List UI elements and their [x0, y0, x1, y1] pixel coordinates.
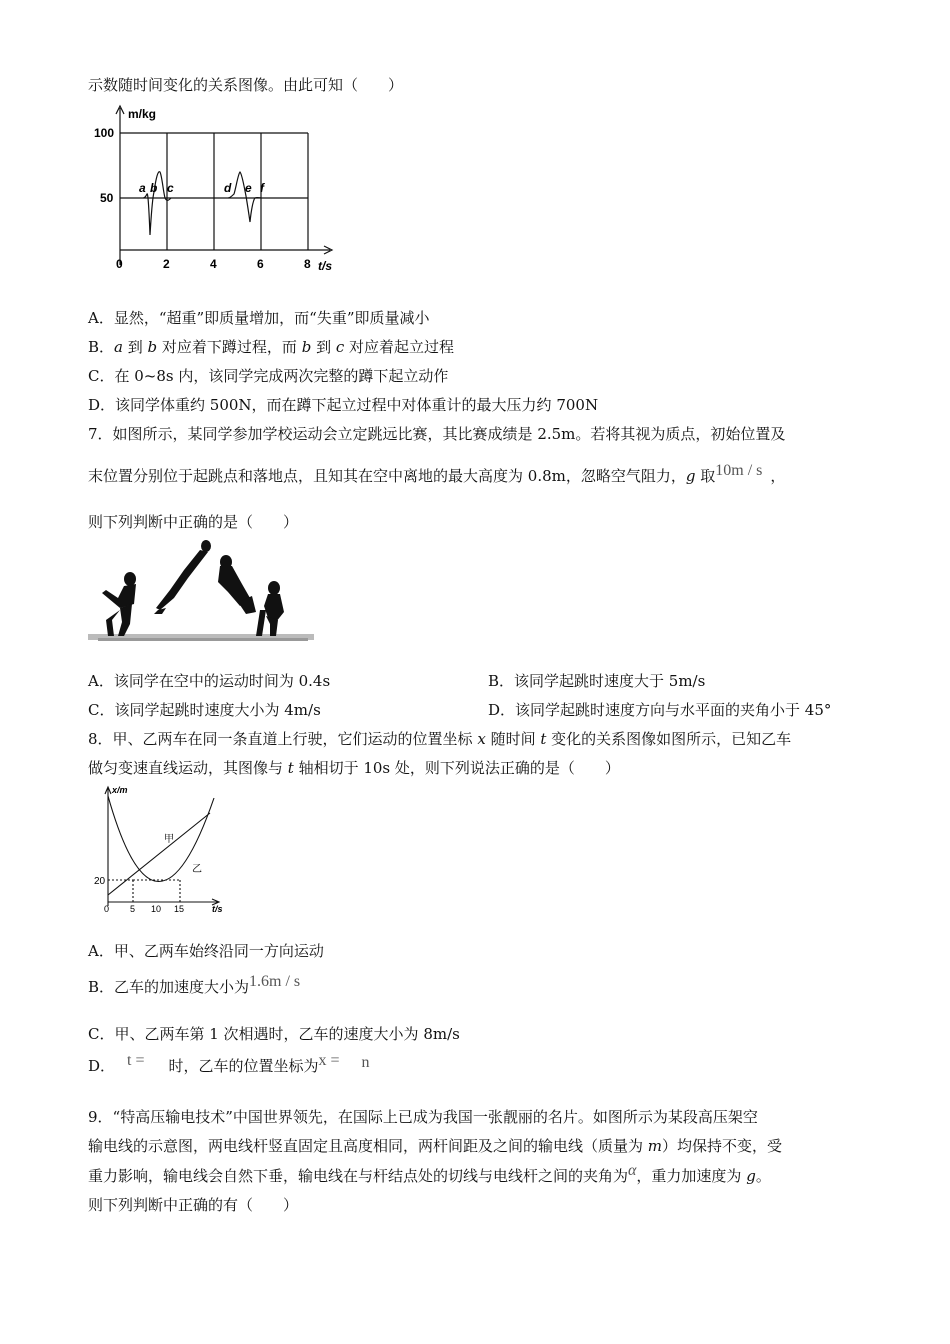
graph2-x-tick-5: 5: [130, 904, 136, 914]
x-tick-4: 4: [210, 257, 217, 271]
q9-stem-line3: 重力影响，输电线会自然下垂，输电线在与杆结点处的切线与电线杆之间的夹角为α，重力加速度为 g。: [88, 1162, 771, 1185]
q7-stem-line2: 末位置分别位于起跳点和落地点，且知其在空中离地的最大高度为 0.8m，忽略空气阻力，g 取10m / s ，: [88, 462, 786, 485]
graph2-y-tick-20: 20: [94, 876, 106, 887]
y-axis-label: m/kg: [128, 107, 157, 121]
long-jump-image: [88, 538, 314, 648]
q6-option-a: A．显然，“超重”即质量增加，而“失重”即质量减小: [88, 309, 430, 327]
point-c: c: [167, 181, 174, 195]
q8-stem-line2: 做匀变速直线运动，其图像与 t 轴相切于 10s 处，则下列说法正确的是（ ）: [88, 759, 620, 777]
q7-option-b: B．该同学起跳时速度大于 5m/s: [488, 672, 706, 690]
q8-option-d: D． t = 时，乙车的位置坐标为x = n: [88, 1052, 370, 1075]
label-jia: 甲: [164, 834, 174, 845]
q7-stem-line1: 7．如图所示，某同学参加学校运动会立定跳远比赛，其比赛成绩是 2.5m。若将其视为质点，初始位置及: [88, 425, 786, 443]
y-tick-50: 50: [100, 191, 114, 205]
q8-option-a: A．甲、乙两车始终沿同一方向运动: [88, 942, 324, 960]
graph2-x-tick-10: 10: [151, 904, 162, 914]
x-tick-8: 8: [304, 257, 311, 271]
position-time-graph: [88, 784, 238, 916]
point-b: b: [150, 181, 158, 195]
q6-option-b: B．a 到 b 对应着下蹲过程，而 b 到 c 对应着起立过程: [88, 338, 455, 356]
q8-stem-line1: 8．甲、乙两车在同一条直道上行驶，它们运动的位置坐标 x 随时间 t 变化的关系图像如图所示，已知乙车: [88, 730, 792, 748]
mass-time-graph: [88, 100, 348, 280]
label-yi: 乙: [192, 864, 202, 875]
point-a: a: [139, 181, 146, 195]
graph2-x-tick-0: 0: [104, 904, 110, 914]
point-e: e: [245, 181, 252, 195]
q9-stem-line2: 输电线的示意图，两电线杆竖直固定且高度相同，两杆间距及之间的输电线（质量为 m）均保持不变，受: [88, 1137, 783, 1155]
graph2-x-label: t/s: [212, 904, 223, 914]
q6-option-d: D．该同学体重约 500N，而在蹲下起立过程中对体重计的最大压力约 700N: [88, 396, 599, 414]
q7-stem-line3: 则下列判断中正确的是（ ）: [88, 513, 299, 531]
q7-option-a: A．该同学在空中的运动时间为 0.4s: [88, 672, 331, 690]
q9-stem-line1: 9．“特高压输电技术”中国世界领先，在国际上已成为我国一张靓丽的名片。如图所示为某段高压架空: [88, 1108, 758, 1126]
q7-option-d: D．该同学起跳时速度方向与水平面的夹角小于 45°: [488, 701, 832, 719]
x-tick-2: 2: [163, 257, 170, 271]
point-f: f: [260, 181, 264, 195]
q6-stem-tail: 示数随时间变化的关系图像。由此可知（ ）: [88, 76, 404, 94]
q6-option-c: C．在 0~8s 内，该同学完成两次完整的蹲下起立动作: [88, 367, 449, 385]
q8-option-b: B．乙车的加速度大小为1.6m / s: [88, 973, 301, 996]
x-axis-label: t/s: [318, 259, 333, 273]
x-tick-0: 0: [116, 257, 123, 271]
x-tick-6: 6: [257, 257, 264, 271]
y-tick-100: 100: [94, 126, 115, 140]
point-d: d: [224, 181, 232, 195]
graph2-y-label: x/m: [112, 785, 128, 795]
graph2-x-tick-15: 15: [174, 904, 185, 914]
q9-stem-line4: 则下列判断中正确的有（ ）: [88, 1196, 299, 1214]
q8-option-c: C．甲、乙两车第 1 次相遇时，乙车的速度大小为 8m/s: [88, 1025, 460, 1043]
q7-option-c: C．该同学起跳时速度大小为 4m/s: [88, 701, 321, 719]
